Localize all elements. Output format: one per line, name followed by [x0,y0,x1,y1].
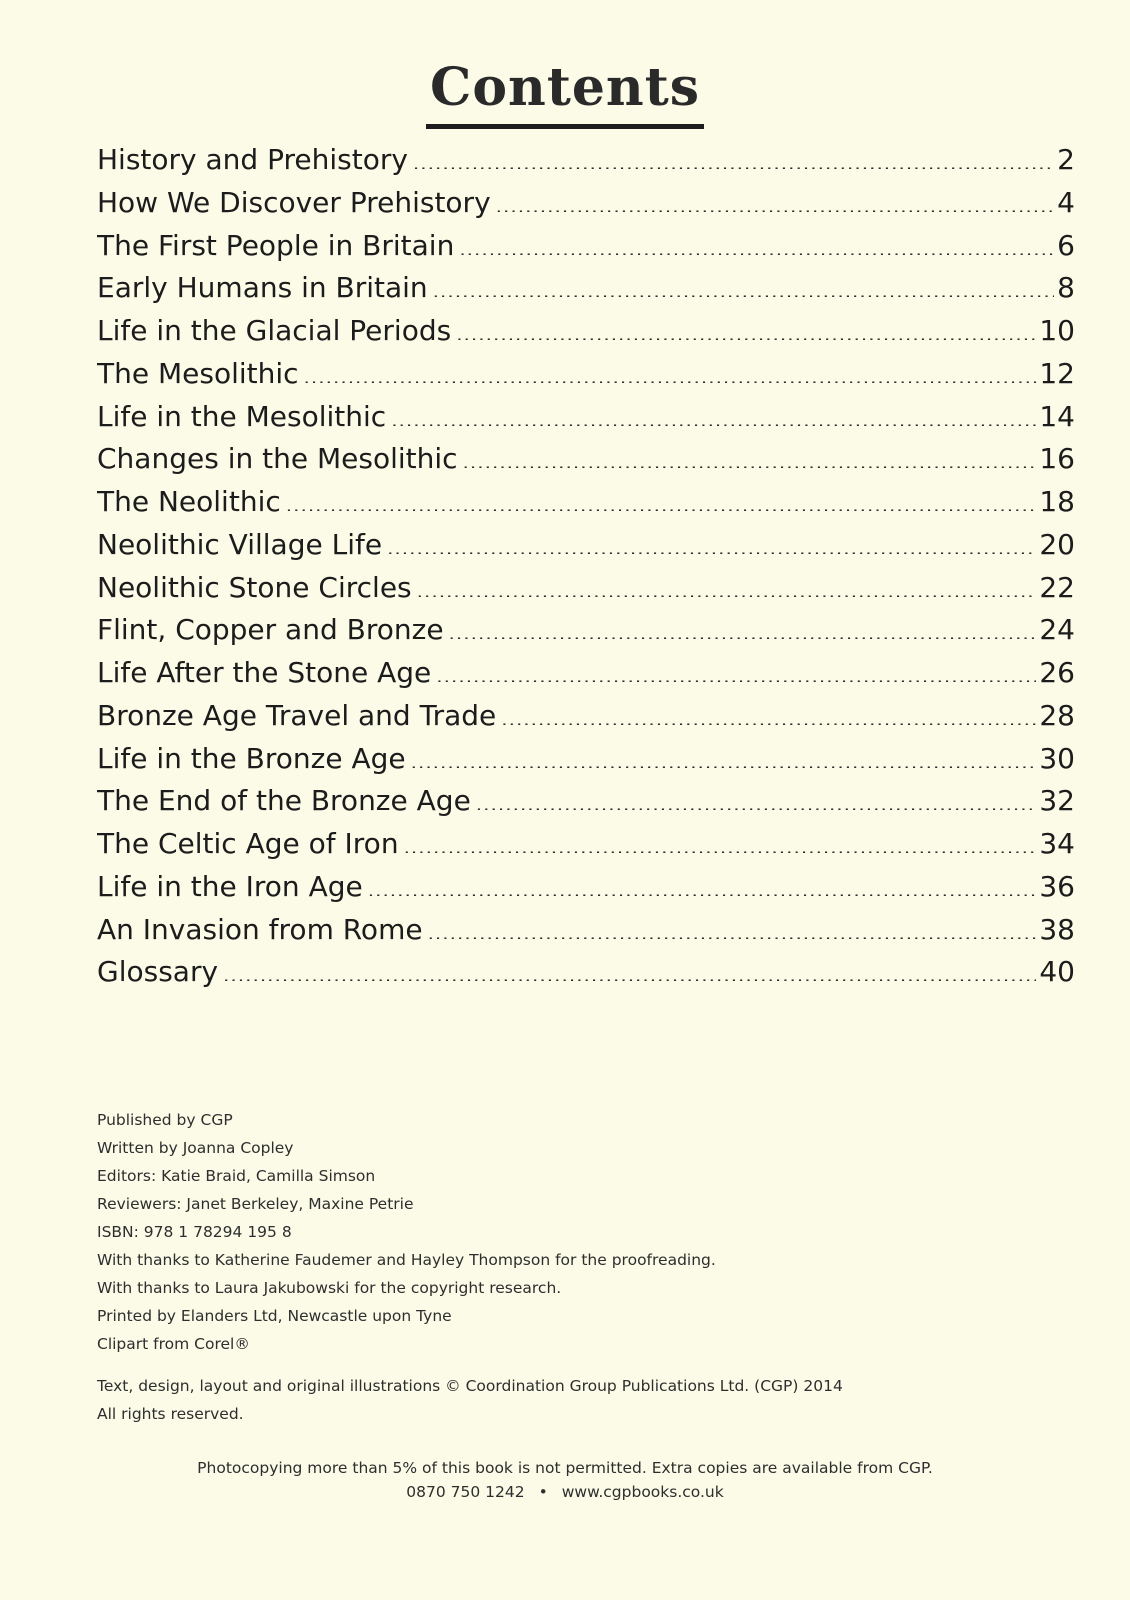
toc-entry-title: Glossary [97,955,219,989]
dot-leader [368,868,1037,896]
dot-leader [501,697,1036,725]
toc-entry [97,141,1075,184]
toc-entry-page: 18 [1039,485,1075,518]
toc-entry-title: Life in the Bronze Age [97,741,406,775]
dot-leader [459,227,1054,255]
dot-leader [417,569,1037,597]
toc-entry-title: History and Prehistory [97,143,408,176]
photocopy-notice: Photocopying more than 5% of this book is not permitted. Extra copies are available from CGP. [197,1459,933,1477]
title-wrap [0,58,1130,129]
page-title: Contents [426,58,704,129]
credit-editors: Editors: Katie Braid, Camilla Simson [97,1167,376,1185]
dot-leader [304,355,1037,383]
dot-leader [428,911,1037,939]
toc-entry [97,868,1075,911]
toc-entry-title: Life in the Mesolithic [97,399,387,433]
toc-entry-page: 10 [1039,314,1075,347]
toc-entry-page: 38 [1039,912,1075,946]
dot-leader [404,825,1037,853]
credit-publisher: Published by CGP [97,1111,233,1129]
credit-printer: Printed by Elanders Ltd, Newcastle upon Tyne [97,1307,452,1325]
toc-entry [97,312,1075,355]
toc-entry-page: 16 [1039,442,1075,476]
credit-reviewers: Reviewers: Janet Berkeley, Maxine Petrie [97,1195,414,1213]
dot-leader [463,440,1037,468]
credit-author: Written by Joanna Copley [97,1139,294,1157]
rights-reserved-line: All rights reserved. [97,1405,244,1423]
toc-entry [97,184,1075,227]
toc-entry-title: Neolithic Stone Circles [97,570,412,604]
credit-copyright-research: With thanks to Laura Jakubowski for the copyright research. [97,1279,562,1297]
toc-entry-page: 2 [1057,143,1075,176]
dot-leader [411,740,1037,768]
toc-entry-page: 26 [1039,656,1075,689]
toc-entry [97,953,1075,996]
toc-entry-title: Life After the Stone Age [97,656,432,689]
dot-leader [286,483,1037,511]
toc-entry-title: The Neolithic [97,485,281,518]
toc-entry [97,569,1075,612]
toc-entry-page: 30 [1039,741,1075,775]
dot-leader [456,312,1036,340]
toc-entry [97,483,1075,526]
toc-entry-page: 40 [1039,955,1075,989]
publication-credits [97,1106,997,1358]
copyright-line: Text, design, layout and original illustrations © Coordination Group Publications Ltd. (CGP) 2014 [97,1377,843,1395]
dot-leader [223,953,1036,981]
contact-line [0,1480,1130,1504]
toc-entry [97,269,1075,312]
toc-entry [97,611,1075,654]
credit-proofreading: With thanks to Katherine Faudemer and Hayley Thompson for the proofreading. [97,1251,716,1269]
toc-entry [97,526,1075,569]
toc-entry-page: 28 [1039,698,1075,732]
dot-leader [496,184,1055,212]
footer [0,1456,1130,1504]
toc-entry-title: The First People in Britain [97,228,455,262]
toc-entry-page: 6 [1057,228,1075,262]
toc-entry [97,740,1075,783]
toc-entry-title: Neolithic Village Life [97,527,383,561]
toc-entry-title: The Celtic Age of Iron [97,827,399,860]
toc-entry-page: 32 [1039,784,1075,818]
toc-entry-page: 8 [1057,271,1075,305]
dot-leader [436,654,1036,682]
website-link[interactable]: www.cgpbooks.co.uk [561,1483,724,1501]
toc-entry-title: Bronze Age Travel and Trade [97,698,497,732]
toc-entry-page: 4 [1057,185,1075,219]
toc-entry-page: 34 [1039,827,1075,860]
dot-leader [449,611,1037,639]
dot-leader [387,526,1036,554]
toc-entry [97,911,1075,954]
copyright-notice [97,1372,997,1428]
toc-entry-title: Early Humans in Britain [97,271,428,305]
toc-entry [97,825,1075,868]
credit-isbn: ISBN: 978 1 78294 195 8 [97,1223,292,1241]
dot-leader [476,782,1037,810]
table-of-contents [97,141,1075,996]
toc-entry [97,227,1075,270]
toc-entry-page: 24 [1039,613,1075,647]
dot-leader [433,269,1055,297]
toc-entry-title: Changes in the Mesolithic [97,442,458,476]
bullet-separator: • [538,1483,548,1501]
toc-entry-page: 20 [1039,527,1075,561]
toc-entry [97,440,1075,483]
toc-entry [97,355,1075,398]
credit-clipart: Clipart from Corel® [97,1335,250,1353]
toc-entry-title: Life in the Glacial Periods [97,314,452,347]
toc-entry [97,398,1075,441]
toc-entry [97,697,1075,740]
toc-entry [97,654,1075,697]
toc-entry [97,782,1075,825]
toc-entry-title: An Invasion from Rome [97,912,423,946]
toc-entry-title: The Mesolithic [97,356,299,390]
toc-entry-title: Flint, Copper and Bronze [97,613,444,647]
toc-entry-page: 36 [1039,869,1075,903]
toc-entry-title: The End of the Bronze Age [97,784,471,818]
toc-entry-title: Life in the Iron Age [97,869,363,903]
dot-leader [413,141,1054,169]
toc-entry-title: How We Discover Prehistory [97,185,491,219]
toc-entry-page: 22 [1039,570,1075,604]
phone-number: 0870 750 1242 [406,1483,525,1501]
dot-leader [391,398,1036,426]
toc-entry-page: 14 [1039,399,1075,433]
toc-entry-page: 12 [1039,356,1075,390]
